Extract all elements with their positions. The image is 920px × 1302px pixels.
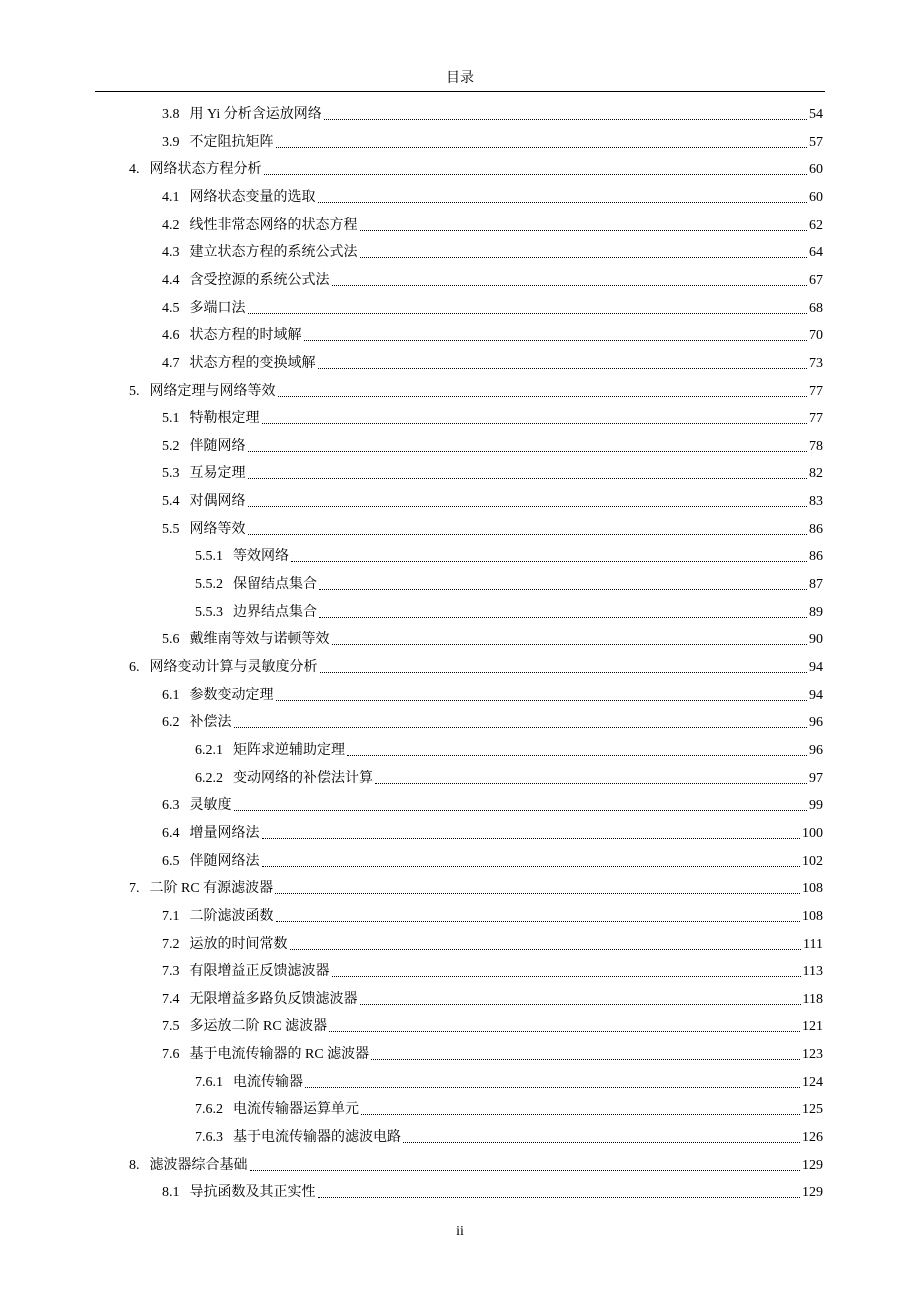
toc-entry-number: 4.2 [162,217,180,233]
toc-entry-title: 参数变动定理 [189,687,274,703]
toc-entry-title: 建立状态方程的系统公式法 [189,245,358,261]
toc-entry-number: 7.4 [162,991,180,1007]
toc-entry-page: 77 [809,383,823,399]
toc-entry[interactable] [0,795,823,815]
toc-entry-page: 129 [802,1185,823,1201]
toc-entry[interactable] [0,712,823,732]
toc-entry-page: 108 [802,881,823,897]
toc-entry-page: 96 [809,742,823,758]
toc-entry-page: 68 [809,300,823,316]
toc-entry[interactable] [0,768,823,788]
toc-dot-leader [275,893,800,894]
toc-entry-number: 6.5 [162,853,180,869]
toc-entry-page: 70 [809,328,823,344]
toc-dot-leader [319,617,807,618]
toc-dot-leader [375,783,807,784]
toc-entry-number: 3.9 [162,134,180,150]
toc-entry[interactable] [0,629,823,649]
toc-dot-leader [248,506,808,507]
toc-entry-number: 6.2 [162,715,180,731]
toc-entry-number: 6.3 [162,798,180,814]
toc-dot-leader [248,478,808,479]
toc-entry-title: 状态方程的时域解 [189,328,302,344]
toc-entry[interactable] [0,132,823,152]
toc-entry[interactable] [0,408,823,428]
page-header-title: 目录 [446,71,474,86]
toc-entry-title: 互易定理 [189,466,246,482]
toc-entry[interactable] [0,104,823,124]
toc-entry-title: 二阶滤波函数 [189,908,274,924]
toc-dot-leader [318,1197,801,1198]
toc-dot-leader [360,230,808,231]
toc-dot-leader [291,561,807,562]
toc-entry[interactable] [0,851,823,871]
toc-entry-page: 121 [802,1019,823,1035]
toc-entry[interactable] [0,1155,823,1175]
toc-entry-number: 3.8 [162,107,180,122]
toc-entry-number: 5.2 [162,438,180,454]
toc-dot-leader [361,1114,800,1115]
toc-entry-title: 戴维南等效与诺顿等效 [189,632,330,648]
toc-dot-leader [304,340,808,341]
toc-dot-leader [360,1004,801,1005]
toc-entry-number: 7.6.1 [195,1074,223,1090]
toc-entry-page: 118 [802,991,823,1007]
toc-entry-page: 54 [809,107,823,122]
toc-entry-title: 含受控源的系统公式法 [189,272,330,288]
toc-entry[interactable] [0,1127,823,1147]
toc-entry[interactable] [0,546,823,566]
toc-entry-number: 5.6 [162,632,180,648]
toc-entry[interactable] [0,381,823,401]
toc-entry-page: 129 [802,1157,823,1173]
toc-entry-page: 60 [809,162,823,178]
toc-entry-page: 96 [809,715,823,731]
toc-dot-leader [278,396,808,397]
toc-entry-title: 变动网络的补偿法计算 [233,770,373,786]
toc-entry[interactable] [0,740,823,760]
toc-entry-number: 7. [129,881,140,897]
toc-entry-page: 94 [809,687,823,703]
toc-entry-title: 矩阵求逆辅助定理 [233,742,345,758]
toc-entry-title: 基于电流传输器的 RC 滤波器 [189,1047,370,1063]
toc-entry[interactable] [0,436,823,456]
toc-dot-leader [319,589,807,590]
toc-dot-leader [290,949,802,950]
table-of-contents [0,100,920,1220]
toc-dot-leader [234,727,808,728]
toc-entry[interactable] [0,242,823,262]
toc-entry-page: 62 [809,217,823,233]
toc-entry[interactable] [0,961,823,981]
toc-entry[interactable] [0,1182,823,1202]
toc-dot-leader [248,313,808,314]
toc-dot-leader [248,451,808,452]
toc-entry-title: 网络等效 [189,521,246,537]
toc-entry-page: 100 [802,825,823,841]
toc-entry-title: 无限增益多路负反馈滤波器 [189,991,358,1007]
toc-dot-leader [329,1031,800,1032]
toc-entry-number: 6.1 [162,687,180,703]
toc-dot-leader [332,285,808,286]
toc-entry[interactable] [0,1072,823,1092]
toc-dot-leader [276,921,801,922]
toc-entry[interactable] [0,325,823,345]
toc-entry-number: 6.2.1 [195,742,223,758]
toc-entry-number: 5.1 [162,411,180,427]
toc-entry[interactable] [0,602,823,622]
toc-entry-title: 网络状态方程分析 [149,162,262,178]
toc-entry-title: 保留结点集合 [233,577,317,593]
toc-dot-leader [324,119,807,120]
toc-entry-page: 94 [809,660,823,675]
toc-entry-number: 8.1 [162,1185,180,1201]
toc-entry-number: 4. [129,162,140,178]
toc-dot-leader [305,1087,800,1088]
toc-entry[interactable] [0,934,823,954]
toc-entry[interactable] [0,823,823,843]
toc-entry-number: 4.3 [162,245,180,261]
toc-entry-title: 状态方程的变换域解 [189,355,316,371]
toc-entry-number: 4.5 [162,300,180,316]
toc-dot-leader [318,202,808,203]
toc-entry-number: 5.5 [162,521,180,537]
toc-entry[interactable] [0,270,823,290]
toc-entry-page: 113 [802,964,823,980]
toc-entry-page: 78 [809,438,823,454]
toc-entry-number: 4.4 [162,272,180,288]
toc-entry-number: 4.7 [162,355,180,371]
toc-entry-page: 86 [809,549,823,565]
toc-entry-number: 7.6.2 [195,1102,223,1118]
toc-entry[interactable] [0,878,823,898]
toc-entry-page: 87 [809,577,823,593]
toc-entry-title: 网络变动计算与灵敏度分析 [149,660,318,675]
toc-dot-leader [264,174,808,175]
toc-dot-leader [371,1059,800,1060]
toc-dot-leader [403,1142,800,1143]
toc-entry-title: 导抗函数及其正实性 [189,1185,316,1201]
toc-dot-leader [318,368,808,369]
toc-dot-leader [276,147,808,148]
toc-entry-number: 7.2 [162,936,180,952]
toc-entry-page: 111 [803,936,823,952]
toc-entry-page: 90 [809,632,823,648]
toc-entry-title: 有限增益正反馈滤波器 [189,964,330,980]
toc-dot-leader [332,644,808,645]
toc-entry[interactable] [0,491,823,511]
toc-entry-number: 6. [129,660,140,675]
toc-dot-leader [276,700,808,701]
toc-entry-number: 5.5.3 [195,604,223,620]
toc-entry-title: 用 Yi 分析含运放网络 [189,107,322,122]
toc-entry-number: 5. [129,383,140,399]
toc-entry-page: 102 [802,853,823,869]
toc-entry-number: 7.3 [162,964,180,980]
toc-entry-page: 83 [809,494,823,510]
toc-entry-page: 82 [809,466,823,482]
toc-entry[interactable] [0,353,823,373]
toc-entry-title: 滤波器综合基础 [149,1157,248,1173]
toc-entry-title: 不定阻抗矩阵 [189,134,274,150]
toc-entry-number: 5.4 [162,494,180,510]
toc-entry-number: 7.6.3 [195,1130,223,1146]
toc-dot-leader [250,1170,801,1171]
toc-entry-page: 64 [809,245,823,261]
toc-dot-leader [262,866,801,867]
toc-entry-title: 网络定理与网络等效 [149,383,276,399]
toc-entry[interactable] [0,574,823,594]
toc-entry-page: 67 [809,272,823,288]
toc-entry-page: 123 [802,1047,823,1063]
toc-entry-page: 89 [809,604,823,620]
toc-entry-title: 对偶网络 [189,494,246,510]
toc-entry-title: 运放的时间常数 [189,936,288,952]
toc-entry-title: 电流传输器 [233,1074,303,1090]
toc-entry[interactable] [0,159,823,179]
toc-entry-page: 99 [809,798,823,814]
toc-entry-page: 73 [809,355,823,371]
toc-entry[interactable] [0,519,823,539]
toc-entry-page: 108 [802,908,823,924]
toc-entry[interactable] [0,463,823,483]
toc-entry-title: 多端口法 [189,300,246,316]
toc-entry-title: 伴随网络法 [189,853,260,869]
toc-dot-leader [262,423,808,424]
toc-entry[interactable] [0,187,823,207]
toc-entry-title: 电流传输器运算单元 [233,1102,359,1118]
toc-entry-number: 5.5.1 [195,549,223,565]
toc-entry-number: 7.5 [162,1019,180,1035]
toc-dot-leader [262,838,801,839]
toc-entry-page: 57 [809,134,823,150]
toc-entry-number: 8. [129,1157,140,1173]
toc-dot-leader [320,672,808,673]
toc-entry-page: 77 [809,411,823,427]
toc-entry-number: 4.1 [162,189,180,205]
toc-entry-page: 125 [802,1102,823,1118]
toc-entry-title: 补偿法 [189,715,232,731]
toc-entry[interactable] [0,298,823,318]
page-number: ii [456,1224,464,1239]
toc-entry-title: 基于电流传输器的滤波电路 [233,1130,401,1146]
header-divider [95,91,825,92]
toc-entry[interactable] [0,215,823,235]
toc-dot-leader [234,810,808,811]
toc-entry-title: 多运放二阶 RC 滤波器 [189,1019,328,1035]
toc-entry[interactable] [0,906,823,926]
toc-entry[interactable] [0,1016,823,1036]
toc-entry-page: 60 [809,189,823,205]
toc-entry-number: 5.3 [162,466,180,482]
toc-entry-page: 124 [802,1074,823,1090]
toc-entry-number: 6.2.2 [195,770,223,786]
toc-entry-title: 等效网络 [233,549,289,565]
toc-entry-title: 增量网络法 [189,825,260,841]
toc-entry-title: 灵敏度 [189,798,232,814]
toc-entry[interactable] [0,657,823,677]
toc-entry-page: 126 [802,1130,823,1146]
toc-dot-leader [332,976,801,977]
toc-entry-number: 4.6 [162,328,180,344]
toc-entry-number: 7.1 [162,908,180,924]
toc-entry[interactable] [0,685,823,705]
toc-entry[interactable] [0,1099,823,1119]
toc-entry-title: 二阶 RC 有源滤波器 [149,881,274,897]
toc-entry-number: 7.6 [162,1047,180,1063]
toc-entry-page: 97 [809,770,823,786]
toc-dot-leader [347,755,807,756]
toc-entry[interactable] [0,989,823,1009]
toc-dot-leader [360,257,808,258]
toc-dot-leader [248,534,808,535]
toc-entry-number: 5.5.2 [195,577,223,593]
toc-entry-number: 6.4 [162,825,180,841]
toc-entry[interactable] [0,1044,823,1064]
toc-entry-title: 线性非常态网络的状态方程 [189,217,358,233]
toc-entry-title: 网络状态变量的选取 [189,189,316,205]
toc-entry-page: 86 [809,521,823,537]
toc-entry-title: 伴随网络 [189,438,246,454]
toc-entry-title: 边界结点集合 [233,604,317,620]
toc-entry-title: 特勒根定理 [189,411,260,427]
